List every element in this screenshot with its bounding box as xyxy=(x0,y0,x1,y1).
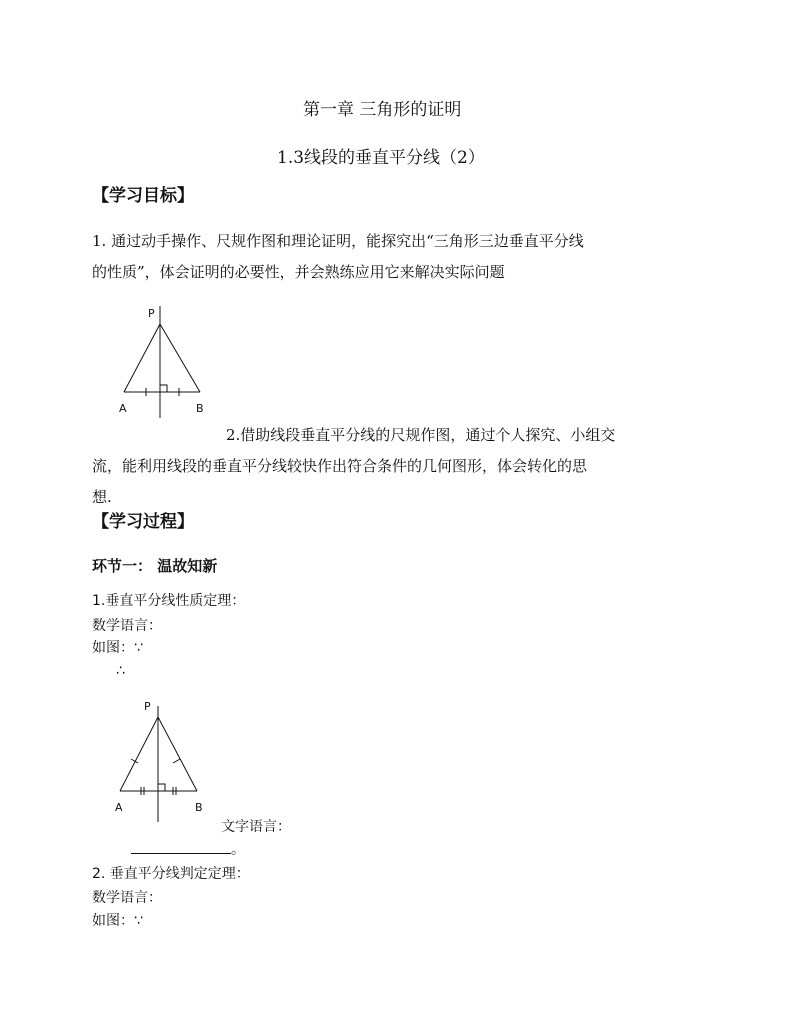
section-1-title: 环节一： 温故知新 xyxy=(92,557,218,575)
right-angle-mark xyxy=(160,385,167,392)
vertex-label-b: B xyxy=(196,402,204,415)
triangle-figure-1 xyxy=(110,300,220,425)
math-language-label-1: 数学语言： xyxy=(92,618,162,634)
as-figure-label-2: 如图：∵ xyxy=(92,913,143,929)
objective-2-line-1: 2.借助线段垂直平分线的尺规作图，通过个人探究、小组交 xyxy=(226,426,616,444)
objective-2-line-2: 流，能利用线段的垂直平分线较快作出符合条件的几何图形，体会转化的思 xyxy=(92,457,588,475)
math-language-label-2: 数学语言： xyxy=(92,890,162,906)
side-pb xyxy=(158,717,197,791)
theorem-2-title: 2. 垂直平分线判定定理： xyxy=(92,866,250,882)
as-figure-label-1: 如图：∵ xyxy=(92,640,143,656)
theorem-1-title: 1.垂直平分线性质定理： xyxy=(92,593,246,609)
lesson-title: 1.3线段的垂直平分线（2） xyxy=(277,148,485,168)
blank-end-mark: 。 xyxy=(231,842,245,858)
vertex-label-b: B xyxy=(195,801,203,814)
side-pa xyxy=(124,324,160,392)
tick-mark-pb xyxy=(173,759,180,763)
objective-1-line-1: 1. 通过动手操作、尺规作图和理论证明，能探究出“三角形三边垂直平分线 xyxy=(92,232,584,250)
vertex-label-p: P xyxy=(144,700,151,713)
vertex-label-a: A xyxy=(115,801,123,814)
right-angle-mark xyxy=(158,784,165,791)
process-heading: 【学习过程】 xyxy=(92,512,194,532)
side-pb xyxy=(160,324,200,392)
vertex-label-a: A xyxy=(119,402,127,415)
objectives-heading: 【学习目标】 xyxy=(92,186,194,206)
triangle-figure-2 xyxy=(105,692,215,827)
answer-blank-line[interactable] xyxy=(131,841,231,854)
text-language-label: 文字语言： xyxy=(221,819,291,835)
therefore-symbol: ∴ xyxy=(116,663,125,679)
objective-2-line-3: 想. xyxy=(92,488,112,506)
chapter-title: 第一章 三角形的证明 xyxy=(303,100,462,120)
vertex-label-p: P xyxy=(148,307,155,320)
objective-1-line-2: 的性质”，体会证明的必要性，并会熟练应用它来解决实际问题 xyxy=(92,263,505,281)
side-pa xyxy=(120,717,158,791)
